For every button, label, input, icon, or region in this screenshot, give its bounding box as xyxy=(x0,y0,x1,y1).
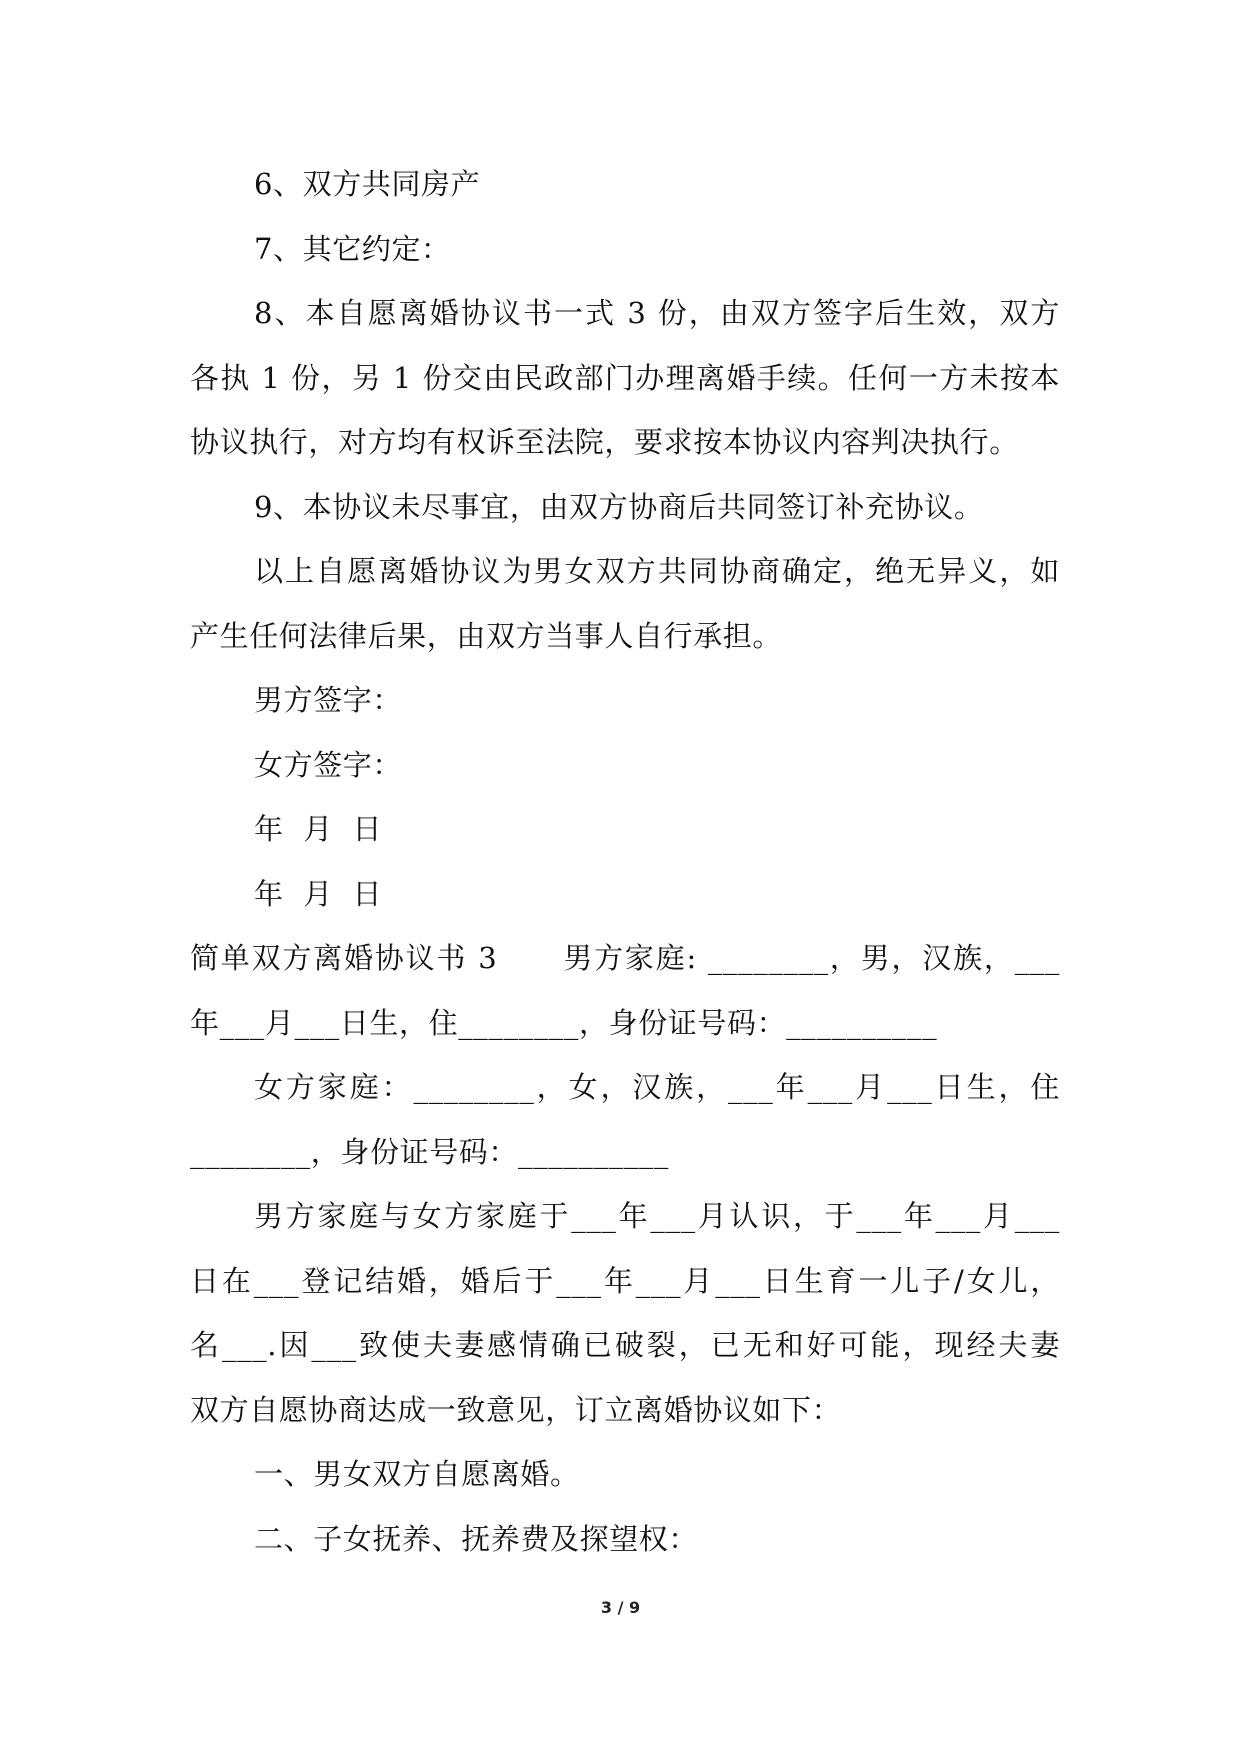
page-number: 3 / 9 xyxy=(600,1598,641,1617)
clause-7: 7、其它约定： xyxy=(254,231,451,266)
marriage-history-line-3: 名___.因___致使夫妻感情确已破裂，已无和好可能，现经夫妻 xyxy=(190,1328,1060,1362)
article-2: 二、子女抚养、抚养费及探望权： xyxy=(254,1521,699,1556)
marriage-history-line-2: 日在___登记结婚，婚后于___年___月___日生育一儿子/女儿， xyxy=(190,1263,1060,1298)
female-party-line-2: ________，身份证号码：__________ xyxy=(190,1134,670,1169)
document-body xyxy=(190,152,1060,1571)
closing-statement-line-1: 以上自愿离婚协议为男女双方共同协商确定，绝无异义，如 xyxy=(254,554,1060,588)
female-party-line-1: 女方家庭：________，女，汉族，___年___月___日生，住 xyxy=(254,1070,1060,1104)
date-line-2: 年 月 日 xyxy=(254,876,383,911)
closing-statement-line-2: 产生任何法律后果，由双方当事人自行承担。 xyxy=(190,618,783,653)
male-party-details: 年___月___日生，住________，身份证号码：__________ xyxy=(190,1005,938,1040)
clause-8-line-1: 8、本自愿离婚协议书一式 3 份，由双方签字后生效，双方 xyxy=(254,296,1060,330)
female-signature-label: 女方签字： xyxy=(254,747,403,782)
marriage-history-line-4: 双方自愿协商达成一致意见，订立离婚协议如下： xyxy=(190,1392,842,1427)
clause-8-line-2: 各执 1 份，另 1 份交由民政部门办理离婚手续。任何一方未按本 xyxy=(190,360,1060,395)
clause-8-line-3: 协议执行，对方均有权诉至法院，要求按本协议内容判决执行。 xyxy=(190,425,1019,459)
male-signature-label: 男方签字： xyxy=(254,683,403,717)
clause-6: 6、双方共同房产 xyxy=(254,167,481,201)
clause-9: 9、本协议未尽事宜，由双方协商后共同签订补充协议。 xyxy=(254,489,984,524)
marriage-history-line-1: 男方家庭与女方家庭于___年___月认识，于___年___月___ xyxy=(254,1199,1060,1233)
date-line-1: 年 月 日 xyxy=(254,812,383,846)
agreement-3-heading-line: 简单双方离婚协议书 3 男方家庭: ________，男，汉族，___ xyxy=(190,941,1060,975)
article-1: 一、男女双方自愿离婚。 xyxy=(254,1457,580,1491)
